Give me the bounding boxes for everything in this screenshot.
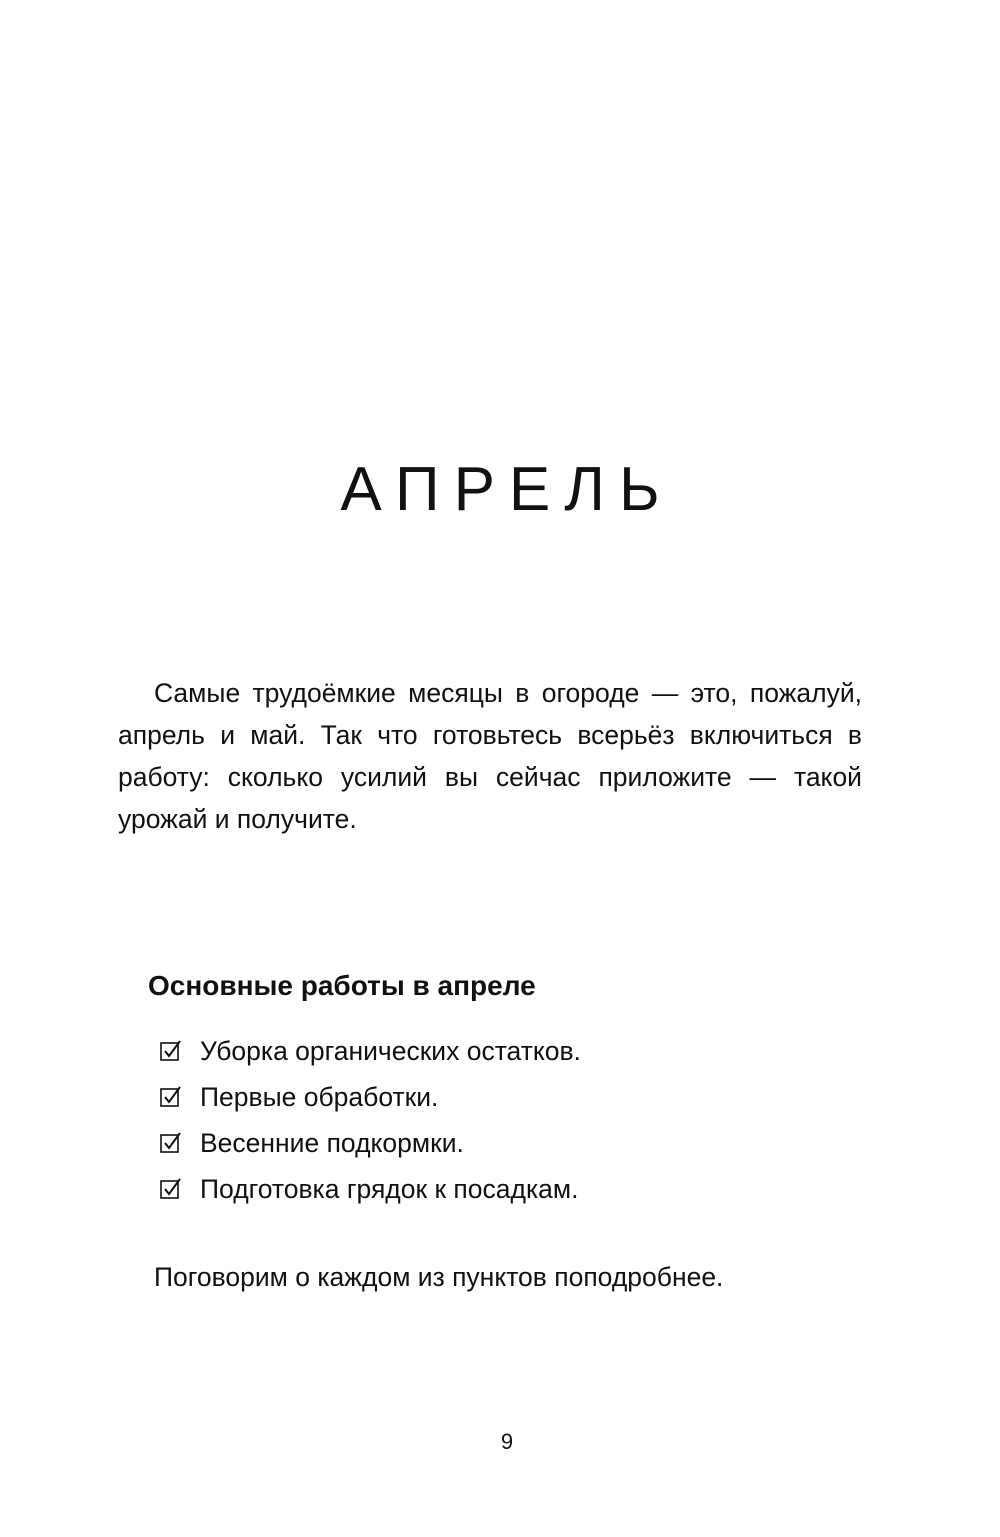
list-item	[160, 1120, 581, 1166]
outro-paragraph: Поговорим о каждом из пунктов поподробнее.	[154, 1262, 724, 1292]
list-item	[160, 1074, 581, 1120]
checkbox-checked-icon	[160, 1040, 182, 1062]
list-item	[160, 1166, 581, 1212]
page-number: 9	[500, 1429, 514, 1454]
checkbox-checked-icon	[160, 1132, 182, 1154]
list-item-label: Уборка органических остатков.	[200, 1035, 581, 1066]
section-heading: Основные работы в апреле	[148, 970, 536, 1001]
checkbox-checked-icon	[160, 1178, 182, 1200]
list-item-label: Подготовка грядок к посадкам.	[200, 1173, 579, 1204]
task-list	[160, 1028, 581, 1212]
list-item-label: Весенние подкормки.	[200, 1127, 464, 1158]
chapter-title: АПРЕЛЬ	[340, 455, 674, 524]
checkbox-checked-icon	[160, 1086, 182, 1108]
intro-paragraph: Самые трудоёмкие месяцы в огороде — это, пожалуй, апрель и май. Так что готовьтесь всерьёз включиться в работу: сколько усилий вы сейчас приложите — такой урожай и получите.	[118, 678, 862, 834]
list-item	[160, 1028, 581, 1074]
list-item-label: Первые обработки.	[200, 1081, 439, 1112]
